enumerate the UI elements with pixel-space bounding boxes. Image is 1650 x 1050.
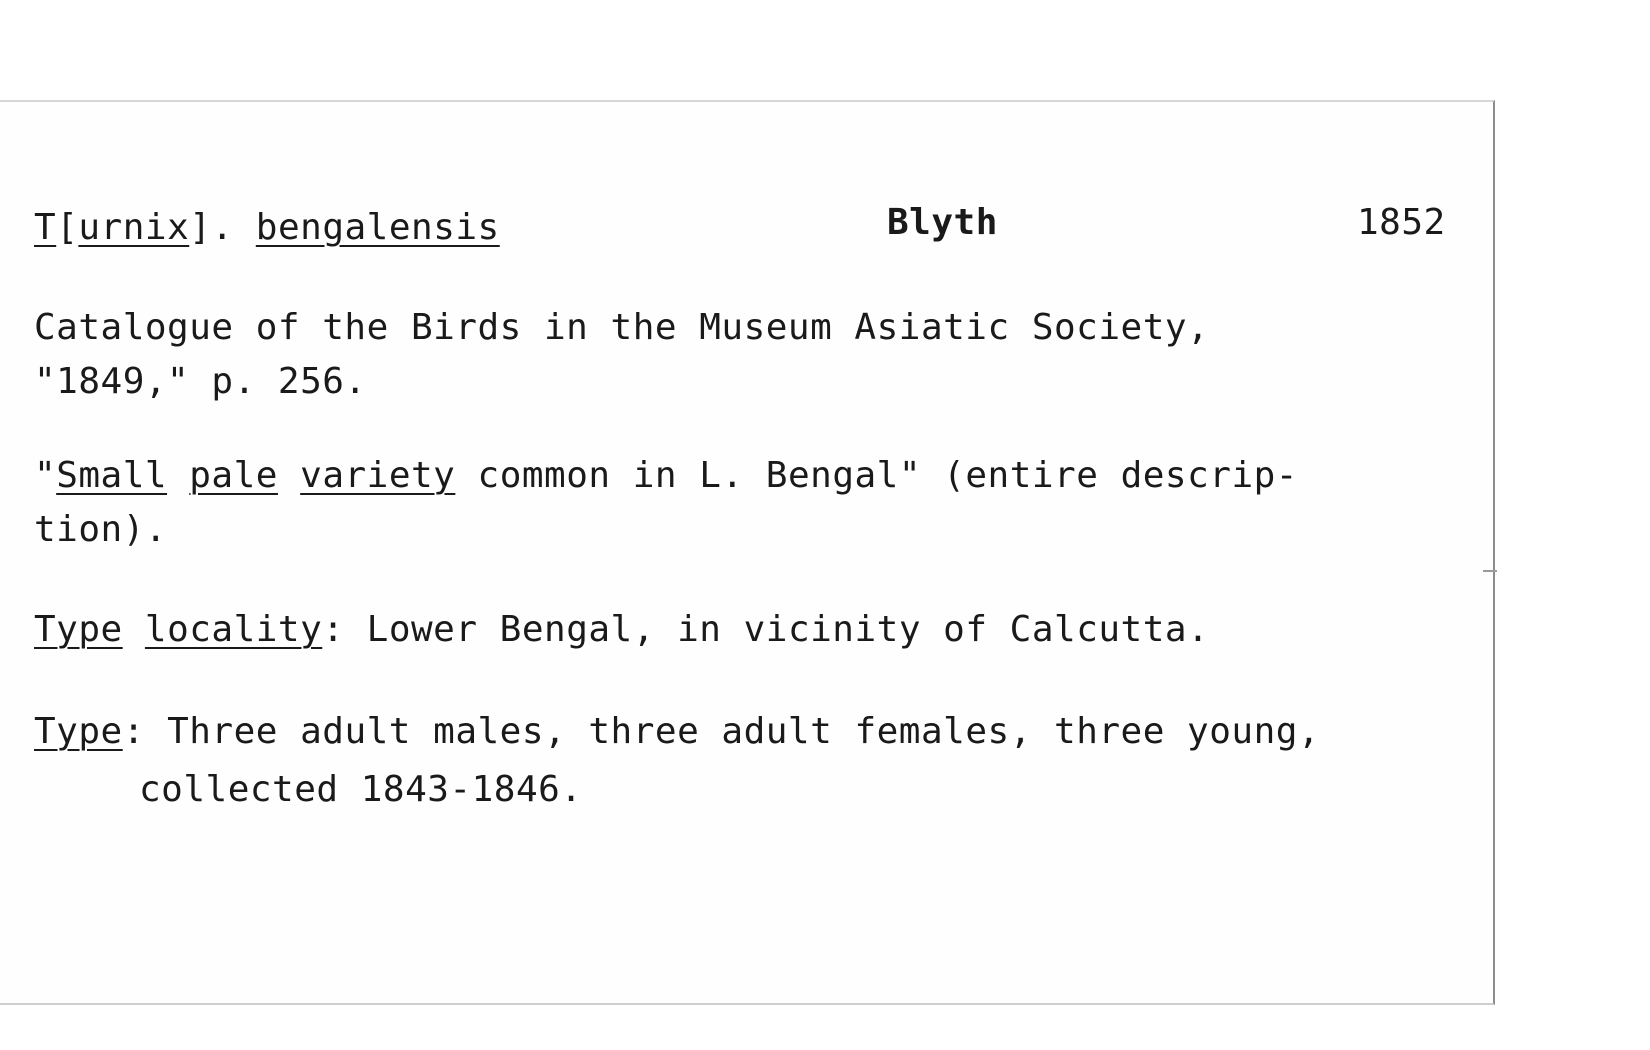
type-locality-colon: : xyxy=(322,609,345,650)
citation-line-1: Catalogue of the Birds in the Museum Asiatic Society, xyxy=(34,307,1210,348)
type-locality-label-locality: locality xyxy=(144,609,323,650)
description-word-small: Small xyxy=(56,455,168,496)
type-colon: : xyxy=(122,711,145,752)
description-line-2: tion). xyxy=(34,509,168,550)
description-word-variety: variety xyxy=(300,455,456,496)
genus-bracket-open: [ xyxy=(56,207,79,248)
type-value-line-1: Three adult males, three adult females, three young, xyxy=(144,711,1321,752)
description-line-1 xyxy=(34,456,1298,496)
genus-initial: T xyxy=(34,207,57,248)
genus-rest: urnix xyxy=(78,207,190,248)
type-line-1 xyxy=(34,712,1320,752)
type-locality-value: Lower Bengal, in vicinity of Calcutta. xyxy=(344,609,1210,650)
type-locality-label-type: Type xyxy=(34,609,123,650)
genus-bracket-close: ]. xyxy=(189,207,234,248)
description-rest: common in L. Bengal" (entire descrip- xyxy=(455,455,1298,496)
year: 1852 xyxy=(1357,202,1446,243)
description-open-quote: " xyxy=(34,455,57,496)
description-word-pale: pale xyxy=(189,455,278,496)
citation-line-2: "1849," p. 256. xyxy=(34,361,367,402)
author: Blyth xyxy=(887,202,998,243)
card-edge-mark xyxy=(1483,570,1497,572)
type-locality xyxy=(34,610,1209,650)
type-label: Type xyxy=(34,711,123,752)
type-line-2: collected 1843-1846. xyxy=(139,769,583,810)
taxon-name xyxy=(34,208,500,248)
species-name: bengalensis xyxy=(255,207,500,248)
